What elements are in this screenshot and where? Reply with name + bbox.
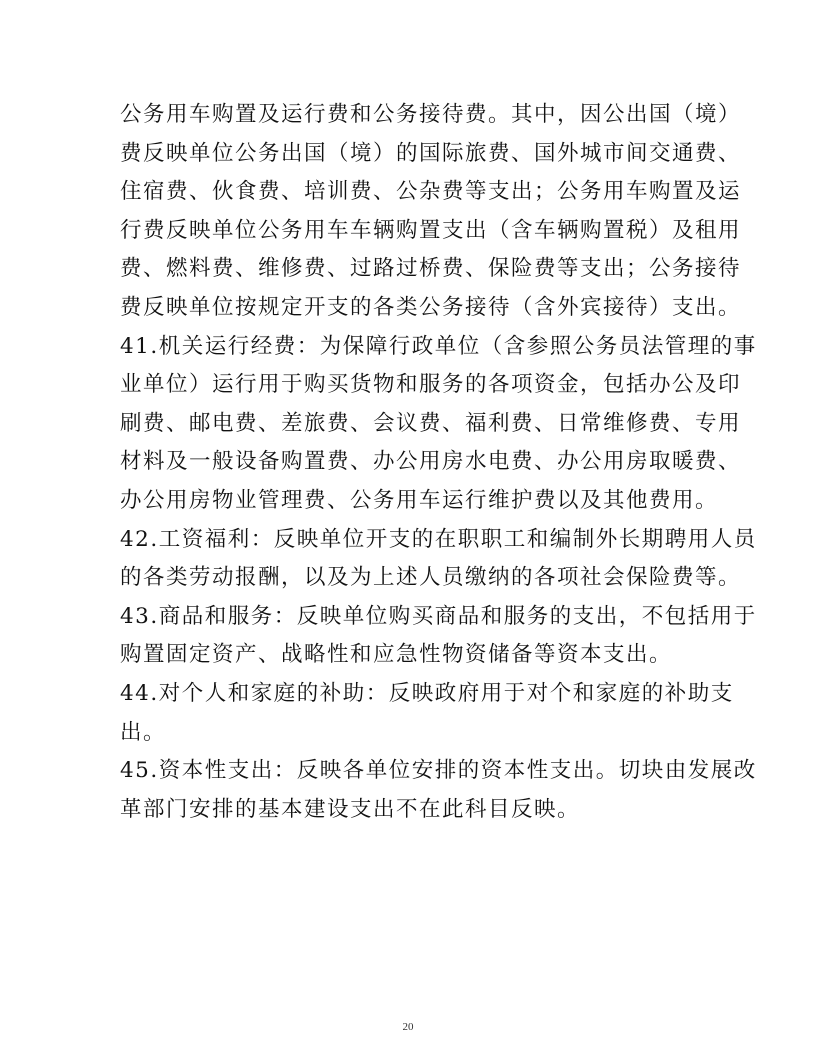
document-body bbox=[120, 96, 757, 829]
text-line: 材料及一般设备购置费、办公用房水电费、办公用房取暖费、 bbox=[120, 449, 742, 475]
item-41-heading-line: 41.机关运行经费：为保障行政单位（含参照公务员法管理的事 bbox=[120, 333, 757, 359]
text-line: 的各类劳动报酬，以及为上述人员缴纳的各项社会保险费等。 bbox=[120, 565, 742, 591]
text-line: 业单位）运行用于购买货物和服务的各项资金，包括办公及印 bbox=[120, 372, 742, 398]
text-line: 住宿费、伙食费、培训费、公杂费等支出；公务用车购置及运 bbox=[120, 179, 742, 205]
text-line: 革部门安排的基本建设支出不在此科目反映。 bbox=[120, 796, 581, 822]
text-line: 行费反映单位公务用车车辆购置支出（含车辆购置税）及租用 bbox=[120, 217, 742, 243]
item-43-heading-line: 43.商品和服务：反映单位购买商品和服务的支出，不包括用于 bbox=[120, 603, 757, 629]
text-line: 公务用车购置及运行费和公务接待费。其中，因公出国（境） bbox=[120, 102, 742, 127]
page-number: 20 bbox=[402, 1021, 414, 1033]
item-45-heading-line: 45.资本性支出：反映各单位安排的资本性支出。切块由发展改 bbox=[120, 758, 757, 784]
text-line: 办公用房物业管理费、公务用车运行维护费以及其他费用。 bbox=[120, 487, 719, 513]
item-44-heading-line: 44.对个人和家庭的补助：反映政府用于对个和家庭的补助支 bbox=[120, 680, 734, 706]
text-line: 费、燃料费、维修费、过路过桥费、保险费等支出；公务接待 bbox=[120, 256, 742, 282]
text-line: 刷费、邮电费、差旅费、会议费、福利费、日常维修费、专用 bbox=[120, 410, 742, 436]
item-42-heading-line: 42.工资福利：反映单位开支的在职职工和编制外长期聘用人员 bbox=[120, 526, 757, 552]
text-line: 购置固定资产、战略性和应急性物资储备等资本支出。 bbox=[120, 642, 673, 668]
text-line: 费反映单位按规定开支的各类公务接待（含外宾接待）支出。 bbox=[120, 294, 742, 320]
text-line: 出。 bbox=[120, 719, 167, 745]
text-line: 费反映单位公务出国（境）的国际旅费、国外城市间交通费、 bbox=[120, 140, 742, 166]
